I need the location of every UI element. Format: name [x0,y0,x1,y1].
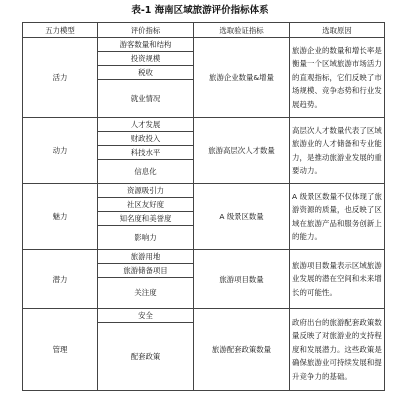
indicator-cell: 科技水平 [98,146,194,160]
table-row [23,118,385,132]
indicator-cell: 游客数量和结构 [98,38,194,52]
header-verification-indicator: 选取验证指标 [194,23,290,38]
indicator-cell: 安全 [98,309,194,323]
indicator-cell: 就业情况 [98,80,194,118]
method-cell-potential: 旅游项目数量 [194,250,290,309]
indicator-cell: 知名度和美誉度 [98,212,194,226]
model-cell-driving-force: 动力 [23,118,98,184]
header-evaluation-indicator: 评价指标 [98,23,194,38]
method-cell-charm: A 级景区数量 [194,184,290,250]
method-cell-vitality: 旅游企业数量&增量 [194,38,290,118]
table-title: 表-1 海南区域旅游评价指标体系 [131,5,269,16]
indicator-cell: 关注度 [98,278,194,309]
indicator-cell: 资源吸引力 [98,184,194,198]
header-five-force-model: 五力模型 [23,23,98,38]
evaluation-index-table [22,22,385,391]
model-cell-management: 管理 [23,309,98,391]
indicator-cell: 信息化 [98,160,194,184]
indicator-cell: 配套政策 [98,323,194,391]
indicator-cell: 影响力 [98,226,194,250]
model-cell-potential: 潜力 [23,250,98,309]
reason-cell-potential: 旅游项目数量表示区域旅游业发展的潜在空间和未来增长的可能性。 [290,250,385,309]
header-selection-reason: 选取原因 [290,23,385,38]
table-row [23,250,385,264]
reason-cell-management: 政府出台的旅游配套政策数量反映了对旅游业的支持程度和发展潜力。这些政策是确保旅游业可持续发展和提升竞争力的基础。 [290,309,385,391]
table-row [23,309,385,323]
table-row [23,38,385,52]
reason-cell-driving-force: 高层次人才数量代表了区域旅游业的人才储备和专业能力，是推动旅游业发展的重要动力。 [290,118,385,184]
model-cell-vitality: 活力 [23,38,98,118]
indicator-cell: 人才发展 [98,118,194,132]
table-row [23,184,385,198]
method-cell-driving-force: 旅游高层次人才数量 [194,118,290,184]
indicator-cell: 投资规模 [98,52,194,66]
indicator-cell: 旅游储备项目 [98,264,194,278]
indicator-cell: 税收 [98,66,194,80]
indicator-cell: 旅游用地 [98,250,194,264]
model-cell-charm: 魅力 [23,184,98,250]
indicator-cell: 财政投入 [98,132,194,146]
indicator-cell: 社区友好度 [98,198,194,212]
reason-cell-charm: A 级景区数量不仅体现了旅游资源的质量，也反映了区域在旅游产品和服务创新上的能力。 [290,184,385,250]
reason-cell-vitality: 旅游企业的数量和增长率是衡量一个区域旅游市场活力的直观指标，它们反映了市场规模、竞争态势和行业发展趋势。 [290,38,385,118]
method-cell-management: 旅游配套政策数量 [194,309,290,391]
table-header-row [23,23,385,38]
